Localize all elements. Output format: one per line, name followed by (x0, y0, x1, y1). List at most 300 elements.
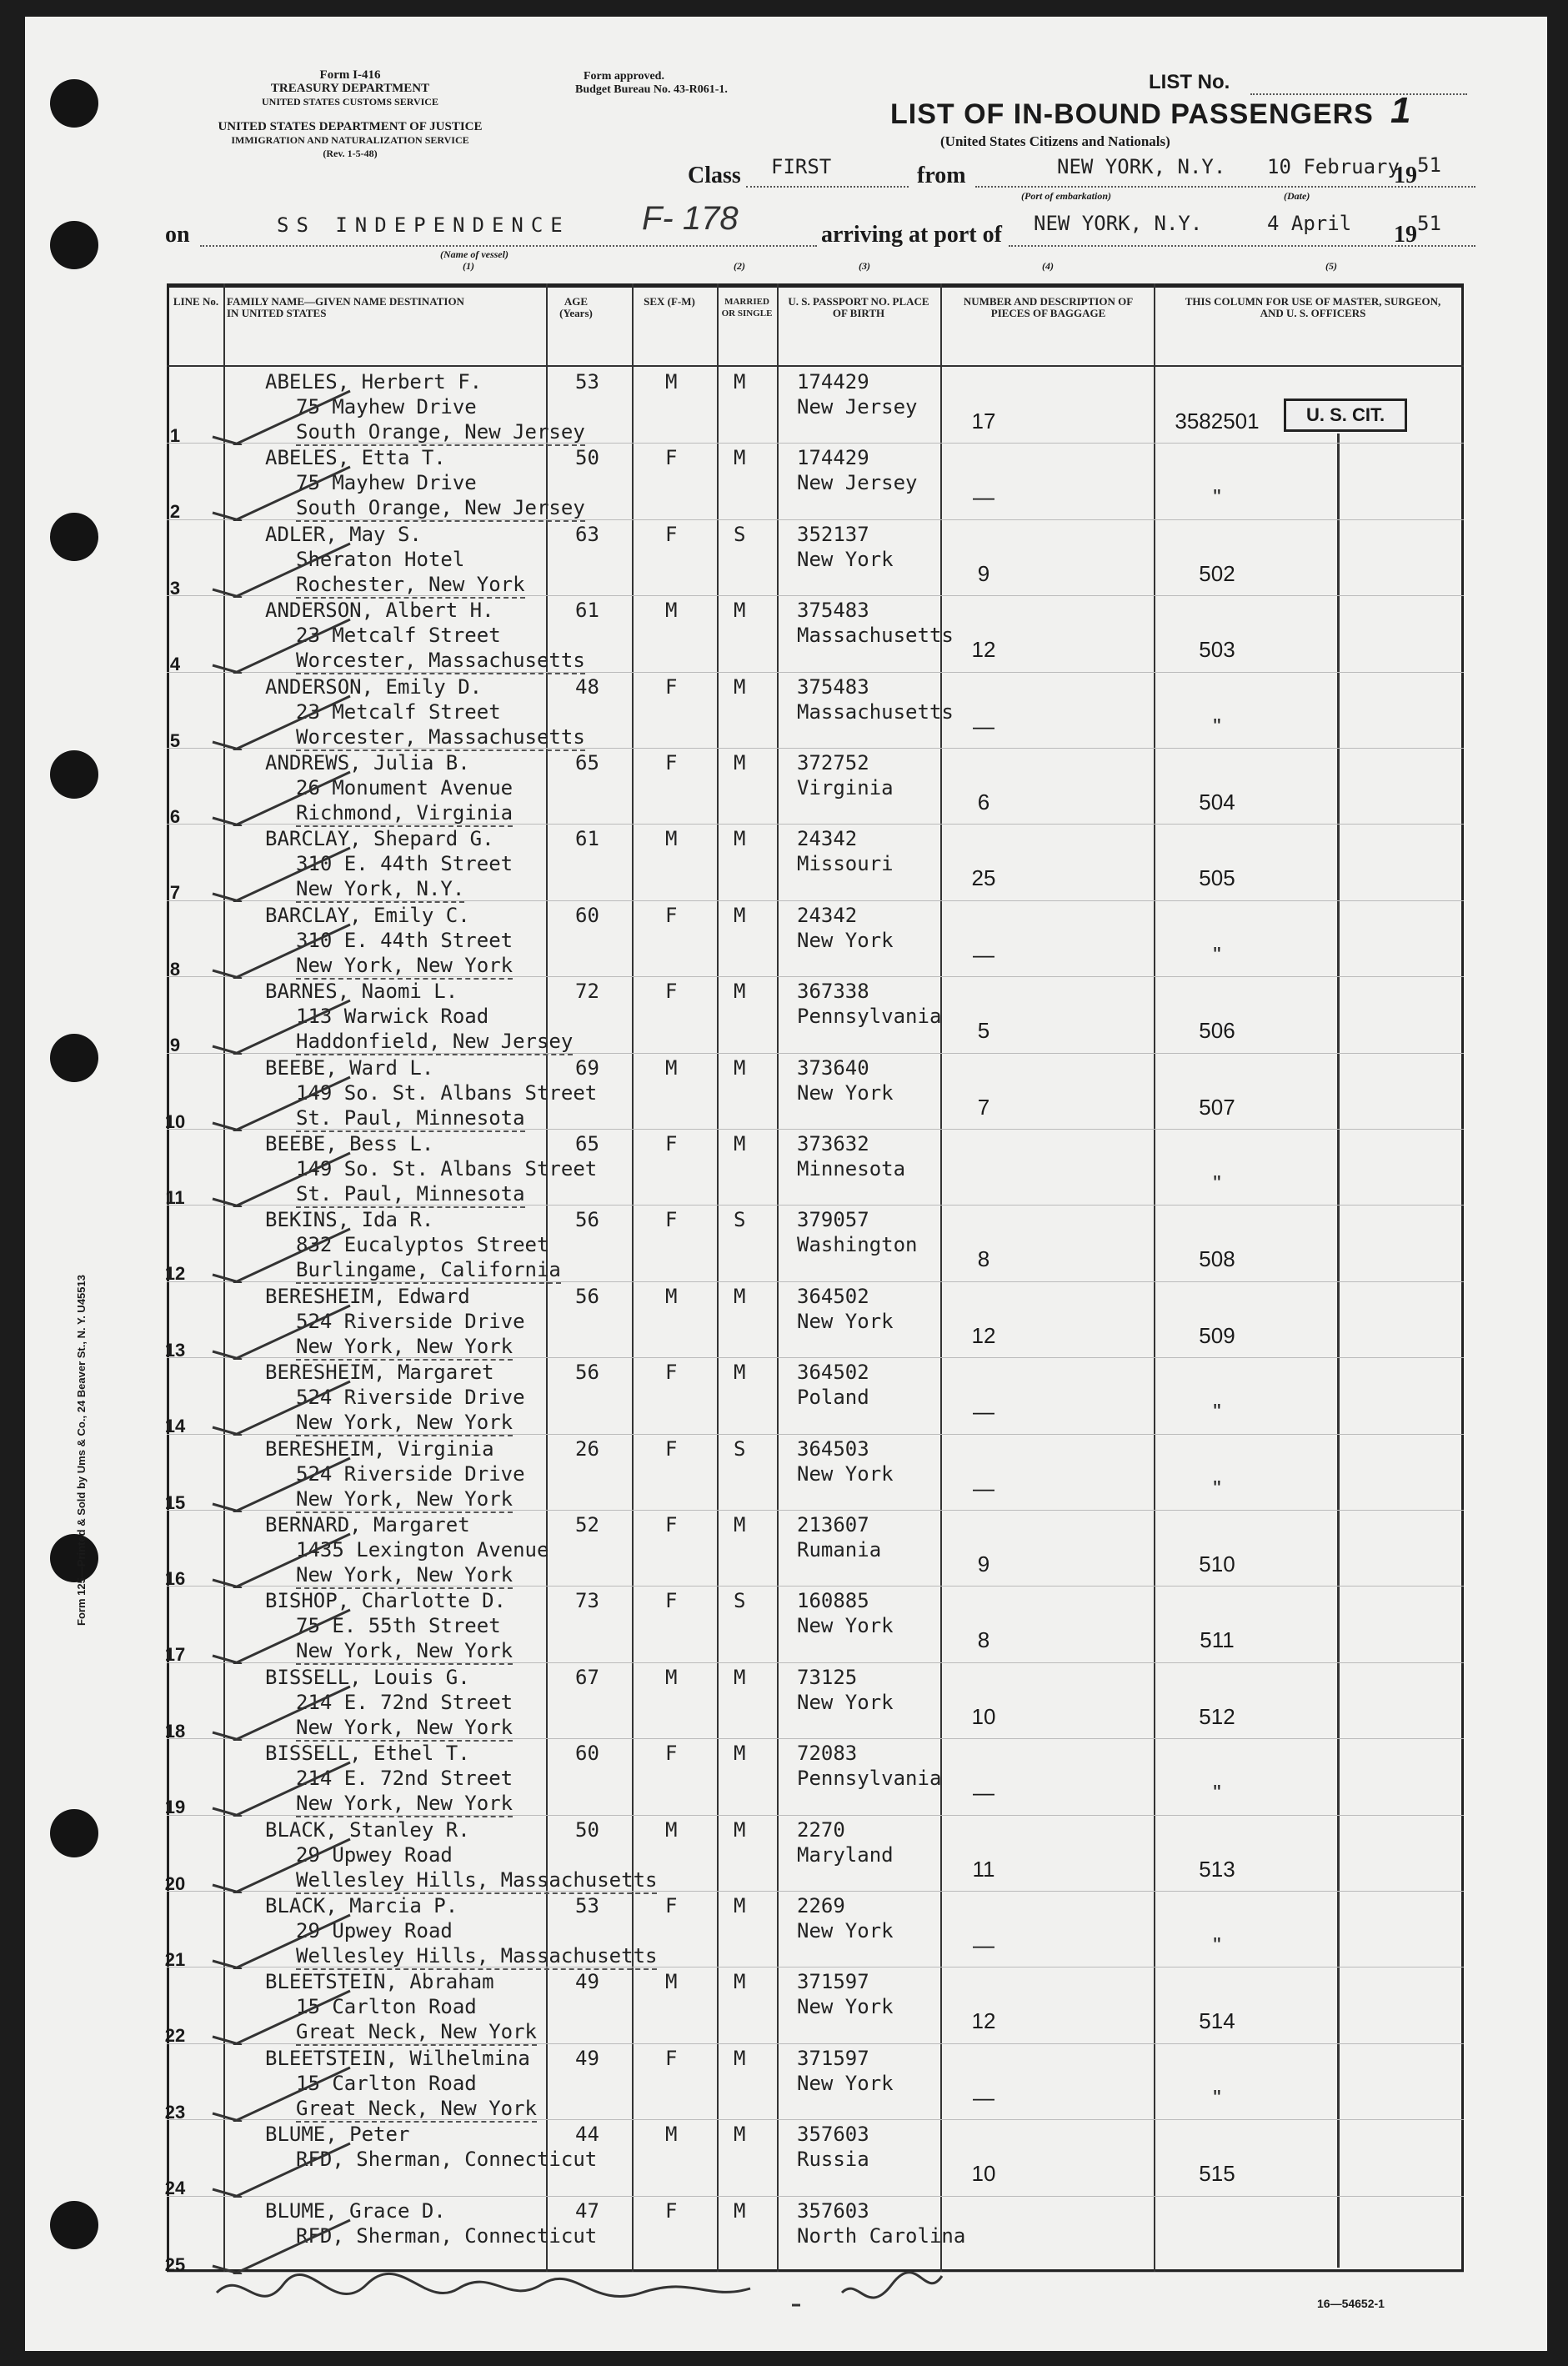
binder-hole (50, 1534, 98, 1582)
address-line-1: 832 Eucalyptos Street (296, 1233, 549, 1257)
passenger-age: 56 (575, 1208, 599, 1232)
stamp-extension-line (1337, 434, 1340, 2268)
passenger-age: 48 (575, 674, 599, 699)
address-line-2: St. Paul, Minnesota (296, 1182, 525, 1208)
vessel-caption: (Name of vessel) (440, 248, 508, 260)
passport-number: 367338 (797, 980, 869, 1004)
officer-note: " (1213, 713, 1221, 739)
address-line-1: 29 Upwey Road (296, 1842, 453, 1867)
treasury-dept: TREASURY DEPARTMENT (270, 82, 430, 95)
check-mark (208, 1454, 375, 1512)
baggage-count: 10 (971, 2161, 996, 2187)
line-number: 10 (164, 1110, 186, 1132)
table-row (164, 1742, 1221, 1818)
passenger-sex: F (665, 446, 678, 470)
binder-hole (50, 513, 98, 561)
address-line-1: 26 Monument Avenue (296, 776, 513, 800)
officer-note: " (1213, 1170, 1221, 1196)
baggage-count: 12 (971, 637, 996, 663)
table-row (165, 1132, 1221, 1208)
officer-note: " (1213, 2084, 1221, 2110)
check-mark (208, 615, 375, 674)
arrival-year-prefix: 19 (1394, 222, 1417, 248)
check-mark (208, 768, 375, 826)
baggage-count: 17 (971, 409, 996, 434)
place-of-birth: Massachusetts (797, 624, 954, 648)
passenger-age: 61 (575, 599, 599, 623)
address-line-2: New York, New York (296, 1487, 513, 1513)
passenger-age: 50 (575, 1817, 599, 1842)
passenger-name: BLEETSTEIN, Wilhelmina (265, 2046, 530, 2070)
marital-status: S (734, 1589, 746, 1613)
address-line-2: Worcester, Massachusetts (296, 649, 585, 674)
line-number: 4 (169, 654, 181, 675)
col-header-baggage: NUMBER AND DESCRIPTION OF PIECES OF BAGGAGE (963, 295, 1134, 319)
class-line (746, 186, 909, 188)
check-mark (208, 844, 375, 902)
passenger-name: ANDREWS, Julia B. (265, 751, 470, 774)
line-number: 14 (164, 1416, 186, 1437)
table-row (167, 599, 1235, 675)
officer-note: " (1213, 1475, 1221, 1501)
line-number: 11 (165, 1187, 185, 1208)
table-row (164, 1208, 1235, 1285)
line-number: 7 (169, 882, 181, 904)
passenger-age: 52 (575, 1513, 599, 1536)
passenger-name: BARCLAY, Shepard G. (265, 827, 494, 851)
line-number: 24 (164, 2178, 186, 2199)
address-line-1: 149 So. St. Albans Street (296, 1080, 598, 1105)
marital-status: M (734, 1513, 746, 1536)
passport-number: 375483 (797, 599, 869, 623)
marital-status: S (734, 1436, 746, 1461)
table-row (167, 446, 1221, 523)
check-mark (208, 2139, 375, 2198)
passenger-sex: F (665, 1436, 678, 1461)
place-of-birth: Maryland (797, 1842, 894, 1867)
officer-note: " (1213, 941, 1221, 967)
passenger-sex: F (665, 1132, 678, 1155)
passenger-name: BARNES, Naomi L. (265, 980, 458, 1004)
arriving-label: arriving at port of (821, 222, 1002, 248)
marital-status: M (734, 370, 746, 393)
passenger-sex: F (665, 2046, 678, 2070)
check-mark (208, 996, 375, 1055)
baggage-count: 12 (971, 2008, 996, 2034)
passenger-age: 56 (575, 1361, 599, 1385)
officer-note: 511 (1200, 1627, 1235, 1653)
address-line-2: St. Paul, Minnesota (296, 1106, 525, 1132)
table-row (164, 1284, 1235, 1361)
address-line-1: 15 Carlton Road (296, 2071, 477, 2095)
marital-status: M (734, 1817, 746, 1842)
baggage-count: — (973, 484, 994, 510)
address-line-2: New York, New York (296, 1716, 513, 1742)
table-row (164, 1436, 1221, 1513)
marital-status: M (734, 2198, 746, 2223)
arrival-year: 51 (1417, 212, 1441, 235)
passenger-name: ABELES, Herbert F. (265, 370, 483, 393)
passport-number: 213607 (797, 1513, 869, 1536)
marital-status: M (734, 1055, 746, 1080)
passport-number: 357603 (797, 2198, 869, 2223)
check-mark (208, 1225, 375, 1283)
passport-number: 373640 (797, 1055, 869, 1080)
place-of-birth: New York (797, 2071, 894, 2095)
passenger-age: 53 (575, 370, 599, 393)
passenger-age: 49 (575, 2046, 599, 2070)
address-line-1: 524 Riverside Drive (296, 1309, 525, 1333)
officer-note: 504 (1199, 790, 1235, 815)
baggage-count: 25 (971, 865, 996, 891)
baggage-count: — (973, 1475, 994, 1501)
passenger-name: BISSELL, Louis G. (265, 1665, 470, 1689)
check-mark (208, 387, 375, 445)
passenger-age: 65 (575, 751, 599, 774)
marital-status: M (734, 751, 746, 774)
passenger-sex: F (665, 1742, 678, 1766)
passenger-sex: F (665, 1894, 678, 1917)
passenger-sex: M (665, 1817, 678, 1842)
from-label: from (917, 163, 966, 188)
place-of-birth: Massachusetts (797, 699, 954, 724)
binder-hole (50, 1809, 98, 1857)
place-of-birth: Missouri (797, 852, 894, 876)
baggage-count: 7 (977, 1094, 990, 1120)
address-line-2: Great Neck, New York (296, 2097, 537, 2123)
passenger-name: ANDERSON, Albert H. (265, 599, 494, 623)
passenger-name: BEEBE, Ward L. (265, 1055, 434, 1080)
passenger-name: BLACK, Stanley R. (265, 1817, 470, 1842)
passenger-sex: F (665, 1208, 678, 1232)
passenger-name: BEEBE, Bess L. (265, 1132, 434, 1155)
address-line-1: 75 E. 55th Street (296, 1614, 501, 1638)
line-number: 3 (169, 577, 181, 599)
baggage-count: 9 (977, 560, 990, 586)
passenger-sex: F (665, 1361, 678, 1385)
footer-code: 16—54652-1 (1317, 2297, 1385, 2310)
marital-status: M (734, 1742, 746, 1766)
baggage-count: 8 (977, 1627, 990, 1653)
address-line-2: Rochester, New York (296, 573, 525, 599)
header-rule (167, 365, 1464, 367)
passenger-age: 44 (575, 2123, 599, 2147)
col-header-married: MARRIED OR SINGLE (721, 297, 773, 318)
officer-note: " (1213, 1780, 1221, 1806)
passenger-sex: M (665, 827, 678, 851)
line-number: 18 (164, 1720, 186, 1742)
baggage-count: 6 (977, 790, 990, 815)
baggage-count: — (973, 713, 994, 739)
col-header-passport: U. S. PASSPORT NO. PLACE OF BIRTH (788, 295, 929, 319)
passport-number: 2269 (797, 1894, 845, 1917)
check-mark (208, 692, 375, 750)
signature (208, 2259, 1000, 2334)
officer-note: 515 (1199, 2161, 1235, 2187)
passenger-sex: F (665, 1589, 678, 1613)
embark-year-prefix: 19 (1394, 163, 1417, 188)
line-number: 8 (169, 958, 181, 980)
address-line-1: 149 So. St. Albans Street (296, 1157, 598, 1180)
baggage-count: 8 (977, 1246, 990, 1272)
arrival-date: 4 April (1267, 212, 1352, 235)
vessel-name: SS INDEPENDENCE (277, 213, 570, 237)
passport-number: 372752 (797, 751, 869, 774)
passenger-sex: M (665, 2123, 678, 2147)
address-line-2: New York, New York (296, 1335, 513, 1361)
passenger-age: 49 (575, 1970, 599, 1994)
passenger-age: 60 (575, 903, 599, 927)
us-citizen-stamp: U. S. CIT. (1284, 399, 1407, 432)
address-line-1: 23 Metcalf Street (296, 624, 501, 648)
passenger-sex: F (665, 903, 678, 927)
check-mark (208, 1073, 375, 1131)
passenger-age: 63 (575, 522, 599, 546)
place-of-birth: New York (797, 1309, 894, 1333)
passenger-sex: M (665, 599, 678, 623)
baggage-count: 10 (971, 1703, 996, 1729)
passenger-name: BLUME, Grace D. (265, 2198, 446, 2223)
col-header-name: FAMILY NAME—GIVEN NAME DESTINATION IN UNITED STATES (227, 295, 464, 319)
table-row (164, 2123, 1235, 2199)
passenger-name: BLUME, Peter (265, 2123, 410, 2147)
class-label: Class (688, 163, 741, 188)
address-line-1: 75 Mayhew Drive (296, 395, 477, 419)
class-value: FIRST (771, 155, 832, 178)
marital-status: M (734, 1361, 746, 1385)
table-row (164, 1513, 1235, 1589)
check-mark (208, 1377, 375, 1436)
passenger-sex: F (665, 674, 678, 699)
check-mark (208, 1301, 375, 1360)
marital-status: M (734, 903, 746, 927)
table-row (164, 1665, 1235, 1742)
place-of-birth: New York (797, 1461, 894, 1486)
passenger-age: 72 (575, 980, 599, 1004)
marital-status: S (734, 522, 746, 546)
passport-number: 352137 (797, 522, 869, 546)
place-of-birth: Pennsylvania (797, 1767, 942, 1791)
passport-number: 373632 (797, 1132, 869, 1155)
address-line-2: Wellesley Hills, Massachusetts (296, 1944, 657, 1970)
officer-note: " (1213, 1399, 1221, 1425)
baggage-count: — (973, 1932, 994, 1957)
passenger-sex: M (665, 1055, 678, 1080)
address-line-2: New York, New York (296, 954, 513, 980)
officer-note: 505 (1199, 865, 1235, 891)
marital-status: M (734, 827, 746, 851)
line-number: 13 (164, 1339, 186, 1361)
line-number: 25 (164, 2253, 186, 2275)
passport-number: 174429 (797, 446, 869, 470)
table-row (164, 1970, 1235, 2047)
binder-hole (50, 750, 98, 799)
place-of-birth: Pennsylvania (797, 1005, 942, 1029)
address-line-1: RFD, Sherman, Connecticut (296, 2148, 598, 2172)
check-mark (208, 1149, 375, 1207)
table-row (167, 370, 1260, 446)
address-line-2: Great Neck, New York (296, 2020, 537, 2046)
address-line-2: Burlingame, California (296, 1258, 561, 1284)
officer-note: 514 (1199, 2008, 1235, 2034)
address-line-2: Richmond, Virginia (296, 801, 513, 827)
place-of-birth: New York (797, 928, 894, 952)
address-line-2: New York, New York (296, 1563, 513, 1589)
passport-number: 73125 (797, 1665, 858, 1689)
passenger-age: 65 (575, 1132, 599, 1155)
passenger-name: BISSELL, Ethel T. (265, 1742, 470, 1766)
passport-number: 160885 (797, 1589, 869, 1613)
place-of-birth: Poland (797, 1386, 869, 1410)
check-mark (208, 1911, 375, 1969)
table-row (167, 980, 1235, 1056)
passport-number: 379057 (797, 1208, 869, 1232)
line-number: 17 (164, 1644, 186, 1666)
officer-note: 510 (1199, 1551, 1235, 1576)
passport-number: 371597 (797, 1970, 869, 1994)
passenger-age: 53 (575, 1894, 599, 1917)
baggage-count: 9 (977, 1551, 990, 1576)
table-row (167, 827, 1235, 904)
place-of-birth: New Jersey (797, 471, 918, 495)
passenger-name: BISHOP, Charlotte D. (265, 1589, 506, 1613)
baggage-count: — (973, 1780, 994, 1806)
officer-note: 512 (1199, 1703, 1235, 1729)
table-row (164, 1894, 1221, 1970)
address-line-1: Sheraton Hotel (296, 547, 465, 571)
passport-number: 364502 (797, 1284, 869, 1308)
binder-hole (50, 221, 98, 269)
passport-number: 364502 (797, 1361, 869, 1385)
line-number: 9 (169, 1035, 181, 1056)
passenger-sex: M (665, 1284, 678, 1308)
officer-note: 508 (1199, 1246, 1235, 1272)
place-of-birth: Russia (797, 2148, 869, 2172)
date-caption: (Date) (1284, 190, 1310, 202)
address-line-1: 310 E. 44th Street (296, 928, 513, 952)
budget-bureau: Budget Bureau No. 43-R061-1. (575, 83, 728, 96)
embark-port: NEW YORK, N.Y. (1057, 155, 1226, 178)
passport-number: 174429 (797, 370, 869, 393)
baggage-count: 12 (971, 1322, 996, 1348)
marital-status: M (734, 2046, 746, 2070)
address-line-2: New York, New York (296, 1792, 513, 1817)
address-line-2: Haddonfield, New Jersey (296, 1030, 573, 1055)
embark-date: 10 February (1267, 155, 1400, 178)
line-number: 12 (164, 1263, 186, 1285)
address-line-2: Worcester, Massachusetts (296, 725, 585, 751)
address-line-2: New York, New York (296, 1639, 513, 1665)
address-line-2: New York, New York (296, 1411, 513, 1436)
officer-note: 509 (1199, 1322, 1235, 1348)
check-mark (208, 920, 375, 979)
passenger-name: BARCLAY, Emily C. (265, 903, 470, 927)
marital-status: M (734, 1970, 746, 1994)
binder-hole (50, 1034, 98, 1082)
check-mark (208, 1530, 375, 1588)
address-line-1: 1435 Lexington Avenue (296, 1538, 549, 1561)
address-line-1: 310 E. 44th Street (296, 852, 513, 876)
col-header-line: LINE No. (173, 295, 219, 308)
marital-status: M (734, 1894, 746, 1917)
page-title: LIST OF IN-BOUND PASSENGERS (890, 98, 1374, 130)
col4-caption: (4) (1042, 260, 1054, 272)
passenger-name: BERNARD, Margaret (265, 1513, 470, 1536)
passport-number: 364503 (797, 1436, 869, 1461)
list-no-label: LIST No. (1149, 71, 1230, 93)
place-of-birth: Minnesota (797, 1157, 906, 1180)
col-header-age: AGE (Years) (559, 295, 593, 319)
col-header-officers: THIS COLUMN FOR USE OF MASTER, SURGEON, AND U. S. OFFICERS (1185, 295, 1441, 319)
address-line-1: 113 Warwick Road (296, 1005, 489, 1029)
passenger-sex: M (665, 370, 678, 393)
check-mark (208, 2063, 375, 2122)
printer-imprint: Form 125—Printed & Sold by Ums & Co., 24 Beaver St., N. Y. U45513 (75, 1275, 88, 1626)
ins-service: IMMIGRATION AND NATURALIZATION SERVICE (231, 134, 469, 146)
marital-status: M (734, 1284, 746, 1308)
table-row (164, 1589, 1235, 1666)
address-line-1: 29 Upwey Road (296, 1919, 453, 1942)
place-of-birth: Rumania (797, 1538, 882, 1561)
table-row (164, 1817, 1235, 1894)
place-of-birth: New York (797, 1919, 894, 1942)
passenger-age: 67 (575, 1665, 599, 1689)
passenger-age: 61 (575, 827, 599, 851)
officer-note: 502 (1199, 560, 1235, 586)
passport-number: 72083 (797, 1742, 858, 1766)
passport-number: 2270 (797, 1817, 845, 1842)
passenger-name: ANDERSON, Emily D. (265, 674, 483, 699)
marital-status: M (734, 2123, 746, 2147)
address-line-1: 75 Mayhew Drive (296, 471, 477, 495)
check-mark (208, 1758, 375, 1817)
passenger-sex: M (665, 1665, 678, 1689)
table-row (167, 751, 1235, 827)
marital-status: M (734, 1132, 746, 1155)
line-number: 20 (164, 1872, 186, 1894)
binder-hole (50, 79, 98, 128)
address-line-1: 214 E. 72nd Street (296, 1767, 513, 1791)
form-number: Form I-416 (319, 68, 381, 82)
line-number: 19 (164, 1797, 186, 1818)
passenger-sex: F (665, 1513, 678, 1536)
on-label: on (165, 222, 190, 248)
check-mark (208, 1682, 375, 1741)
line-number: 21 (164, 1949, 186, 1970)
address-line-1: 15 Carlton Road (296, 1995, 477, 2019)
vessel-line (200, 245, 817, 247)
place-of-birth: North Carolina (797, 2223, 966, 2248)
line-number: 15 (164, 1491, 186, 1513)
passenger-name: BEKINS, Ida R. (265, 1208, 434, 1232)
baggage-count: — (973, 941, 994, 967)
line-number: 23 (164, 2101, 186, 2123)
marital-status: M (734, 674, 746, 699)
port-caption: (Port of embarkation) (1021, 190, 1111, 202)
line-number: 16 (164, 1568, 186, 1589)
address-line-1: 214 E. 72nd Street (296, 1690, 513, 1714)
officer-note: 506 (1199, 1018, 1235, 1044)
table-row (164, 2046, 1221, 2123)
passport-number: 371597 (797, 2046, 869, 2070)
address-line-2: New York, N.Y. (296, 877, 464, 903)
arrival-port: NEW YORK, N.Y. (1034, 212, 1203, 235)
marital-status: S (734, 1208, 746, 1232)
baggage-count: 5 (977, 1018, 990, 1044)
place-of-birth: Virginia (797, 776, 894, 800)
passenger-name: BERESHEIM, Edward (265, 1284, 470, 1308)
check-mark (208, 539, 375, 598)
